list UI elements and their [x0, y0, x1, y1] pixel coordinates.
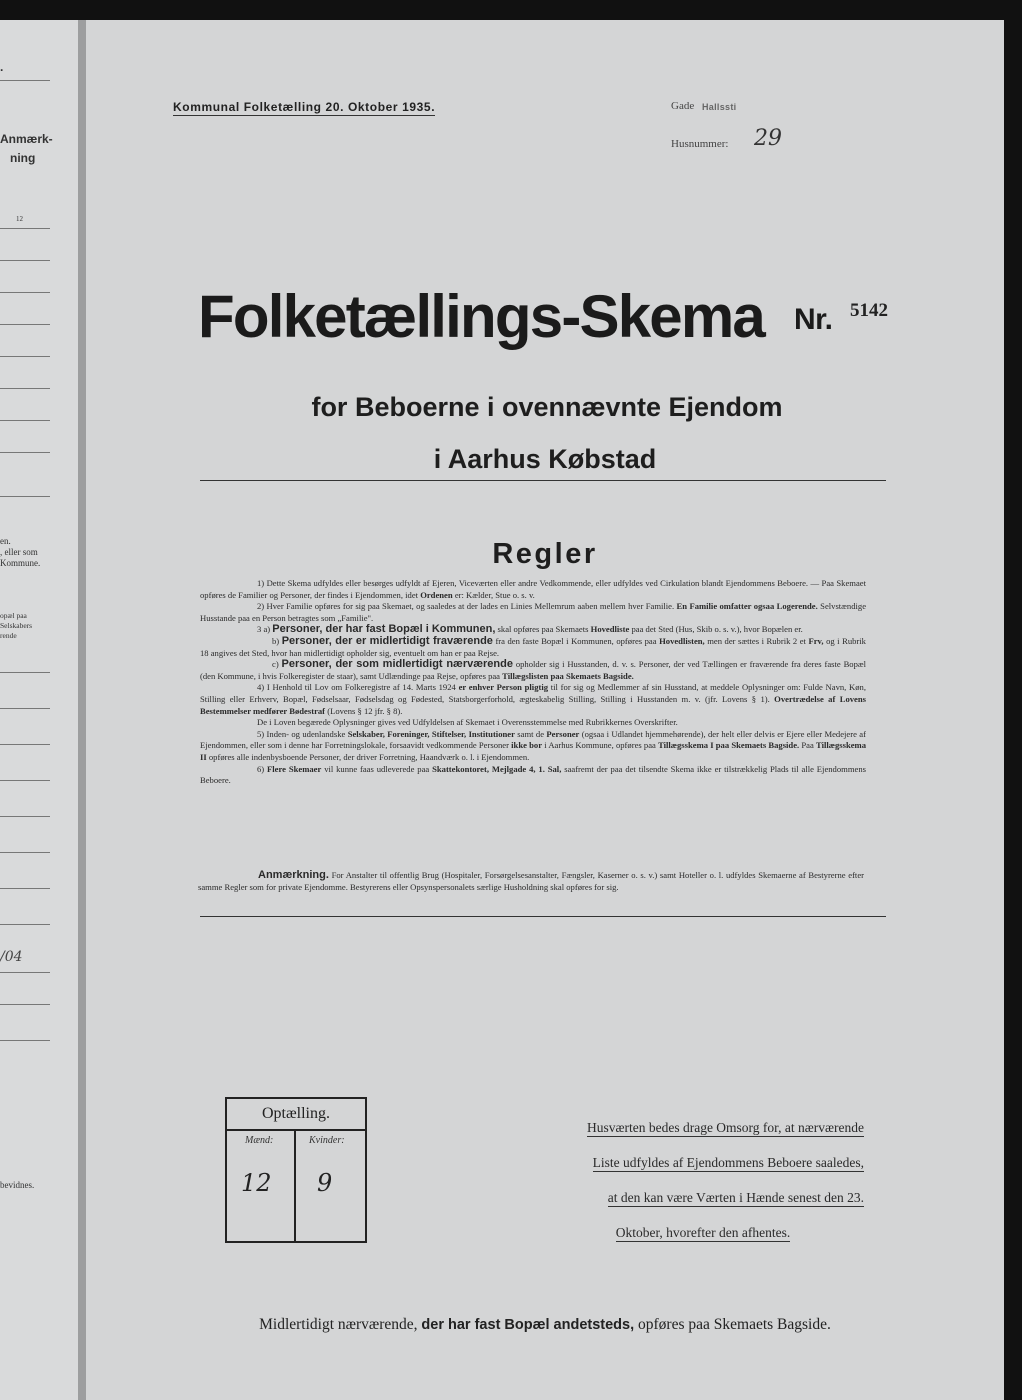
count-box-title: Optælling. — [261, 1105, 330, 1122]
husnummer-label: Husnummer: — [671, 138, 729, 150]
left-frag-2c: rende — [0, 631, 17, 640]
left-rule — [0, 780, 50, 781]
rules-text — [200, 578, 866, 787]
left-rule — [0, 852, 50, 853]
notice-line-1: Husværten bedes drage Omsorg for, at nærværende — [586, 1120, 864, 1135]
left-rule — [0, 1004, 50, 1005]
notice-line-4: Oktober, hvorefter den afhentes. — [615, 1225, 791, 1240]
subtitle-beboerne: for Beboerne i ovennævnte Ejendom — [311, 392, 783, 422]
subtitle-aarhus: i Aarhus Købstad — [433, 444, 657, 474]
count-box-divider — [294, 1129, 296, 1241]
left-rule — [0, 80, 50, 81]
left-handwriting: /04 — [0, 949, 23, 965]
count-box-rule — [227, 1129, 365, 1131]
left-frag-2a: opæl paa — [0, 611, 27, 620]
left-frag-1c: Kommune. — [0, 558, 41, 568]
anmaerkning-text: For Anstalter til offentlig Brug (Hospitaler, Forsørgelsesanstalter, Fængsler, Kaserner o. s. v.) samt Hoteller o. l. udfyldes Skemaerne af Bestyrerne efter samme Regler som for private Ejendomme. Bestyrerens eller Opsynspersonalets særlige Husholdning skal opføres for sig. — [198, 870, 864, 892]
left-rule — [0, 388, 50, 389]
nr-label: Nr. — [794, 303, 833, 336]
kvinder-count: 9 — [317, 1169, 333, 1197]
kvinder-label: Kvinder: — [309, 1135, 345, 1146]
form-title: Folketællings-Skema — [198, 283, 764, 350]
landlord-notice — [528, 1120, 864, 1260]
divider-bottom — [200, 916, 886, 917]
left-rule — [0, 888, 50, 889]
left-page-heading-1: Anmærk- — [0, 132, 53, 146]
left-rule — [0, 356, 50, 357]
maend-label: Mænd: — [245, 1135, 274, 1146]
left-rule — [0, 972, 50, 973]
left-rule — [0, 1040, 50, 1041]
left-frag-2b: Selskabers — [0, 621, 33, 630]
footer-bold: der har fast Bopæl andetsteds, — [421, 1317, 635, 1333]
footer-note — [86, 1316, 1004, 1334]
rule-6: 6) Flere Skemaer vil kunne faas udleverede paa Skattekontoret, Mejlgade 4, 1. Sal, saafremt der paa det tilsendte Skema ikke er tilstrækkelig Plads til alle Ejendommens Beboere. — [200, 763, 866, 786]
notice-line-3: at den kan være Værten i Hænde senest den 23. — [607, 1190, 864, 1205]
left-rule — [0, 708, 50, 709]
left-page-heading-2: ning — [10, 151, 36, 165]
rule-2: 2) Hver Familie opføres for sig paa Skemaet, og saaledes at der lades en Linies Mellemrum aaben mellem hver Familie. En Familie omfatter ogsaa Logerende. Selvstændige Husstande paa en Person betragtes som „Familie". — [200, 601, 867, 623]
gade-value: Hallssti — [702, 102, 737, 112]
rule-3a: 3 a) Personer, der har fast Bopæl i Kommunen, skal opføres paa Skemaets Hovedliste paa det Sted (Hus, Skib o. s. v.), hvor Bopælen er. — [257, 623, 803, 636]
rule-1: 1) Dette Skema udfyldes eller besørges udfyldt af Ejeren, Viceværten eller andre Vedkommende, eller udfyldes ved Cirkulation blandt Ejendommens Beboere. — Paa Skemaet opføres de Familier og Personer, der findes i Ejendommen, idet Ordenen er: Kælder, Stue o. s. v. — [200, 578, 866, 600]
left-rule — [0, 292, 50, 293]
rule-4: 4) I Henhold til Lov om Folkeregistre af 14. Marts 1924 er enhver Person pligtig til for sig og Medlemmer af sin Husstand, at meddele Oplysninger om: Fulde Navn, Køn, Stilling eller Erhverv, Bopæl, Fødselsaar, Fødselsdag og Fødested, Statsborgerforhold, ægteskabelig Stilling, Stilling i Husstanden m. v. (jfr. Lovens § 1). Overtrædelse af Lovens Bestemmelser medfører Bødestraf (Lovens § 12 jfr. § 8). — [200, 682, 866, 716]
rule-3b: b) Personer, der er midlertidigt fraværende fra den faste Bopæl i Kommunen, opføres paa Hovedlisten, men der sættes i Rubrik 2 et Frv, og i Rubrik 18 angives det Sted, hvor han midlertidigt opholder sig, eventuelt om han er paa Rejse. — [200, 634, 866, 658]
count-box — [225, 1097, 367, 1243]
left-rule — [0, 452, 50, 453]
footer-pre: Midlertidigt nærværende, — [259, 1316, 418, 1333]
left-rule — [0, 260, 50, 261]
left-rule — [0, 924, 50, 925]
left-bottom-text: bevidnes. — [0, 1180, 35, 1190]
divider-top — [200, 480, 886, 481]
left-frag-1a: en. — [0, 536, 11, 546]
maend-count: 12 — [241, 1169, 272, 1197]
left-rule — [0, 672, 50, 673]
left-rule — [0, 228, 50, 229]
rule-5: 5) Inden- og udenlandske Selskaber, Foreninger, Stiftelser, Institutioner samt de Personer (ogsaa i Udlandet hjemmehørende), der helt eller delvis er Ejere eller Medejere af Ejendommen, eller som i denne har Forretningslokale, forsaavidt vedkommende Personer ikke bor i Aarhus Kommune, opføres paa Tillægsskema I paa Skemaets Bagside. Paa Tillægsskema II opføres alle indenbysboende Personer, der driver Forretning, Haandværk o. l. i Ejendommen. — [200, 728, 866, 762]
rule-4b: De i Loven begærede Oplysninger gives ved Udfyldelsen af Skemaet i Overensstemmelse med Rubrikkernes Overskrifter. — [257, 717, 678, 728]
footer-post: opføres paa Skemaets Bagside. — [638, 1316, 831, 1333]
form-number: 5142 — [850, 300, 888, 321]
left-rule — [0, 816, 50, 817]
left-rule — [0, 496, 50, 497]
anmaerkning-label: Anmærkning. — [258, 869, 329, 881]
census-header-title: Kommunal Folketælling 20. Oktober 1935. — [173, 100, 436, 114]
regler-heading: Regler — [492, 538, 598, 570]
left-rule — [0, 744, 50, 745]
rule-3c: c) Personer, der som midlertidigt nærværende opholder sig i Husstanden, d. v. s. Personer, der ved Tællingen er fraværende fra deres faste Bopæl (den Kommune, i hvis Folkeregister de staar), samt Udlændinge paa Rejse, opføres paa Tillægslisten paa Skemaets Bagside. — [200, 658, 867, 681]
left-page-dot: . — [0, 60, 4, 74]
left-rule — [0, 324, 50, 325]
anmaerkning-note — [198, 870, 864, 893]
left-col-number: 12 — [16, 215, 23, 223]
left-rule — [0, 420, 50, 421]
notice-line-2: Liste udfyldes af Ejendommens Beboere saaledes, — [592, 1155, 864, 1170]
gade-label: Gade — [671, 100, 695, 112]
left-page-strip — [0, 20, 81, 1400]
census-form-page — [86, 20, 1004, 1400]
left-frag-1b: , eller som — [0, 547, 38, 557]
husnummer-value: 29 — [754, 126, 782, 151]
